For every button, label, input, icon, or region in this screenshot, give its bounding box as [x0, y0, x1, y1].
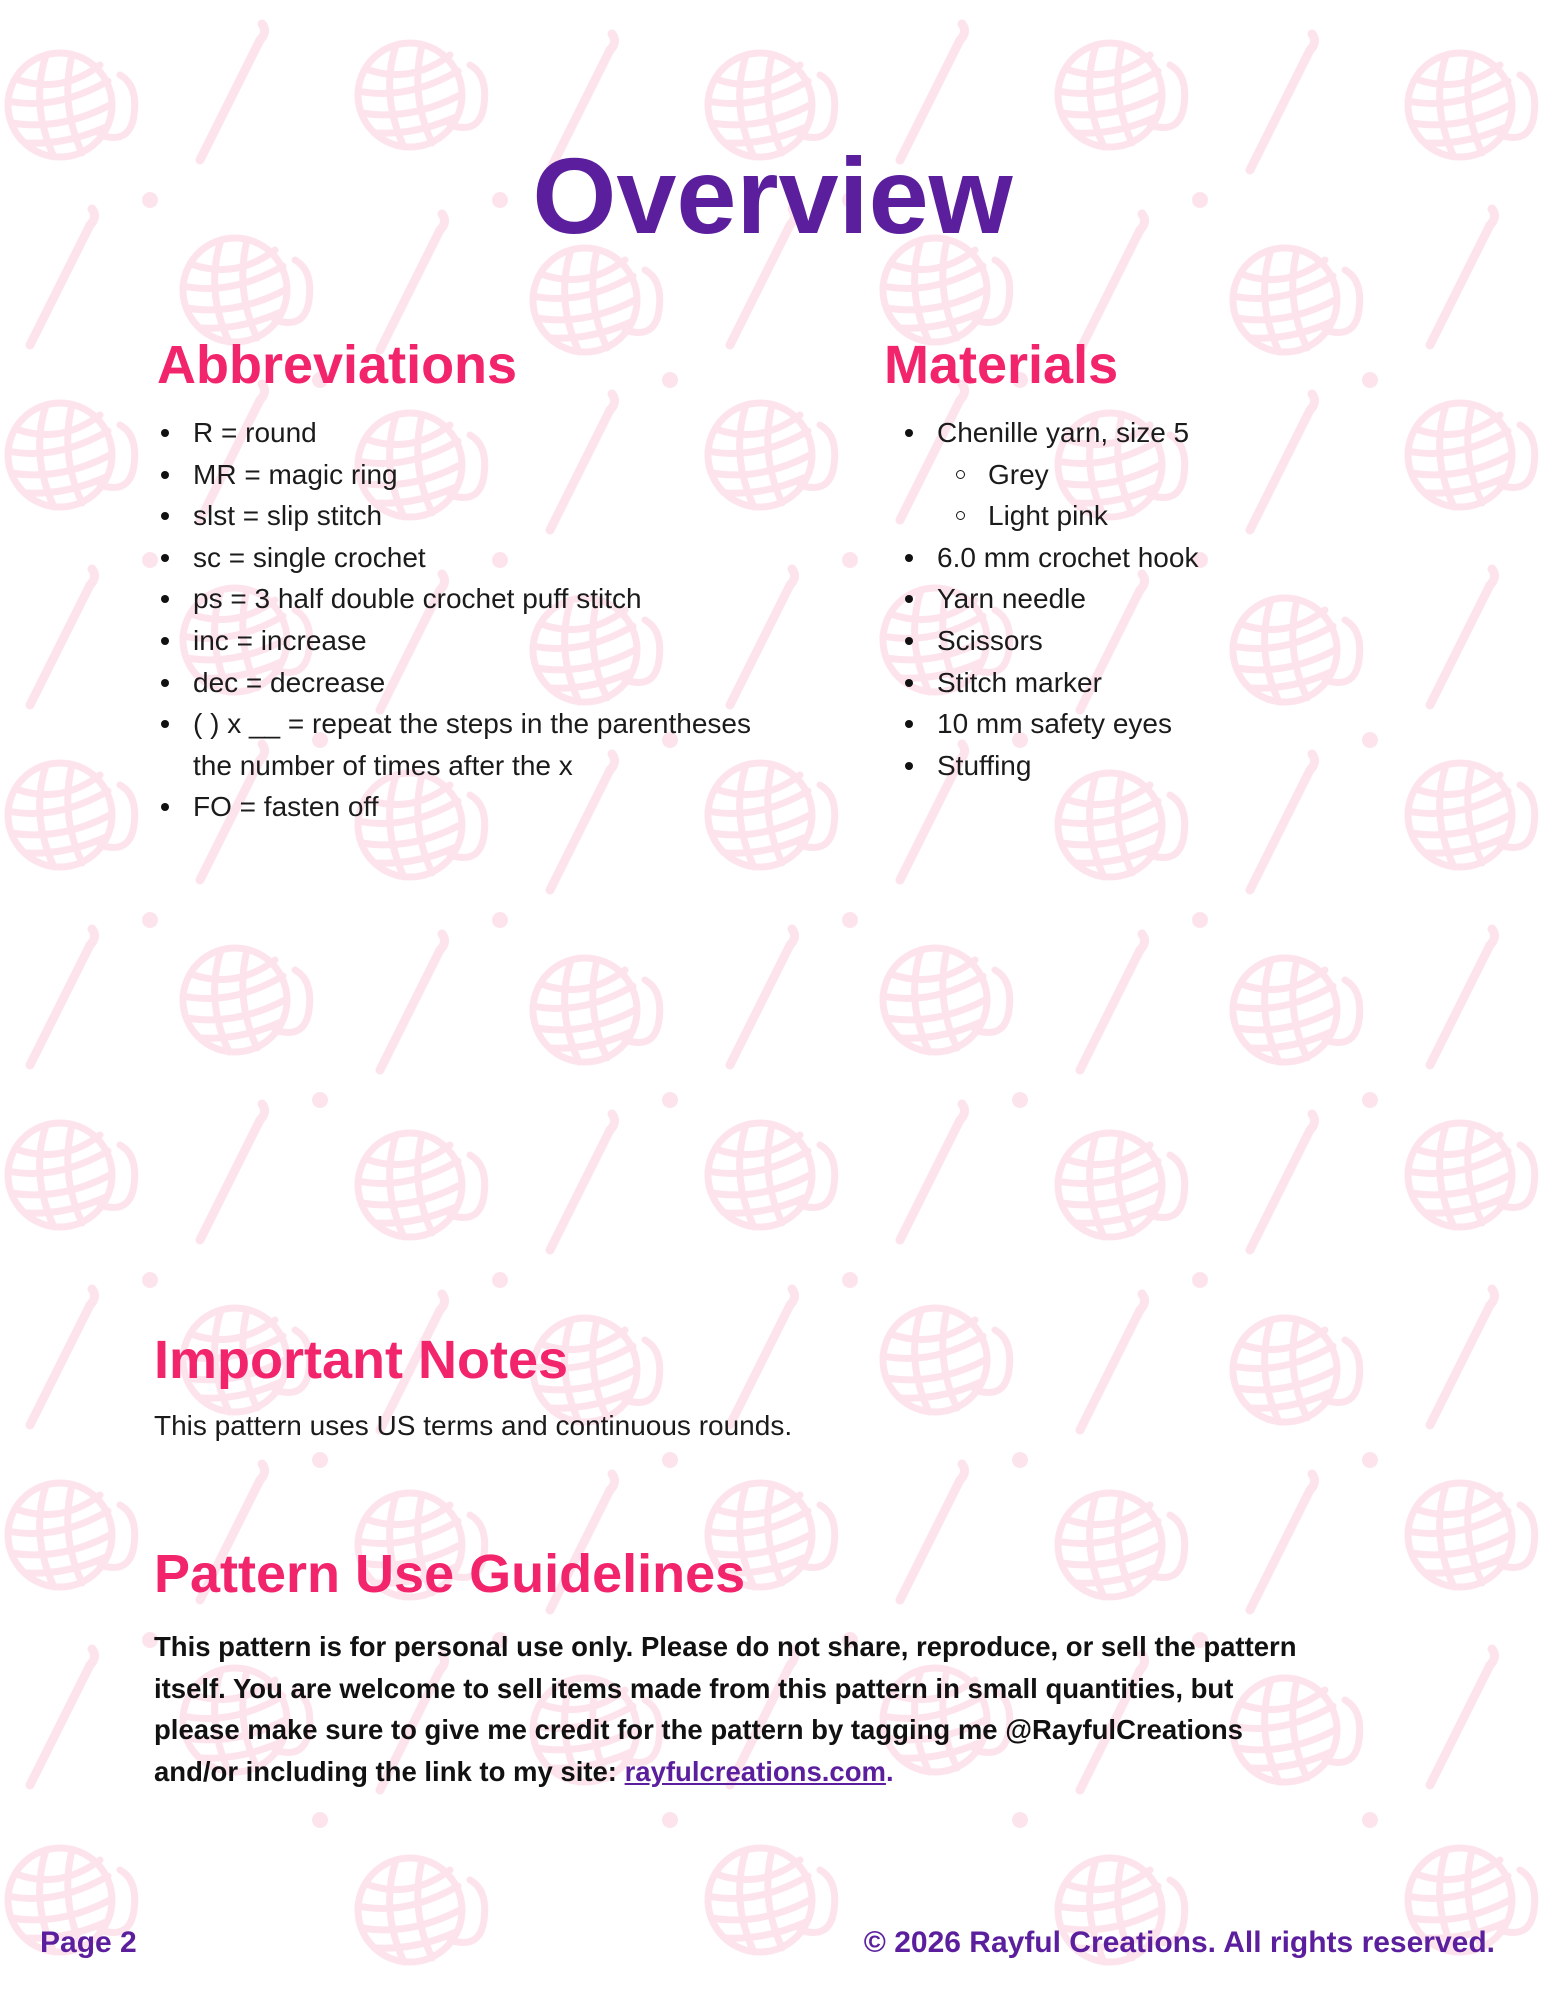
list-item: slst = slip stitch [157, 495, 797, 537]
list-item: ps = 3 half double crochet puff stitch [157, 578, 797, 620]
guidelines-heading: Pattern Use Guidelines [154, 1544, 746, 1604]
guidelines-end: . [885, 1755, 894, 1787]
site-link[interactable]: rayfulcreations.com [624, 1755, 886, 1787]
list-item: sc = single crochet [157, 537, 797, 579]
abbreviations-heading: Abbreviations [157, 335, 518, 395]
list-item: 10 mm safety eyes [901, 703, 1461, 745]
list-item: Yarn needle [901, 578, 1461, 620]
copyright: © 2026 Rayful Creations. All rights reserved. [863, 1926, 1495, 1959]
list-item: 6.0 mm crochet hook [901, 537, 1461, 579]
list-item: Scissors [901, 620, 1461, 662]
materials-list [901, 412, 1461, 786]
list-item: MR = magic ring [157, 454, 797, 496]
list-item: Chenille yarn, size 5 [901, 412, 1461, 454]
materials-heading: Materials [884, 335, 1119, 395]
page-title: Overview [532, 135, 1013, 256]
important-notes-heading: Important Notes [154, 1330, 569, 1390]
guidelines-body: This pattern is for personal use only. Please do not share, reproduce, or sell the pattern itself. You are welcome to sell items made from this pattern in small quantities, but please make sure to give me credit for the pattern by tagging me @RayfulCreations and/or including the link to my site: [154, 1631, 1297, 1787]
list-item: R = round [157, 412, 797, 454]
list-item: inc = increase [157, 620, 797, 662]
page-number: Page 2 [40, 1926, 137, 1959]
important-notes-text: This pattern uses US terms and continuous rounds. [154, 1410, 793, 1441]
guidelines-text [154, 1626, 1314, 1792]
list-item: Stuffing [901, 745, 1461, 787]
abbreviations-list [157, 412, 797, 828]
list-item: dec = decrease [157, 662, 797, 704]
list-item: Stitch marker [901, 662, 1461, 704]
list-subitem: Grey [901, 454, 1461, 496]
list-item: FO = fasten off [157, 786, 797, 828]
list-item: ( ) x __ = repeat the steps in the parentheses the number of times after the x [157, 703, 797, 786]
list-subitem: Light pink [901, 495, 1461, 537]
